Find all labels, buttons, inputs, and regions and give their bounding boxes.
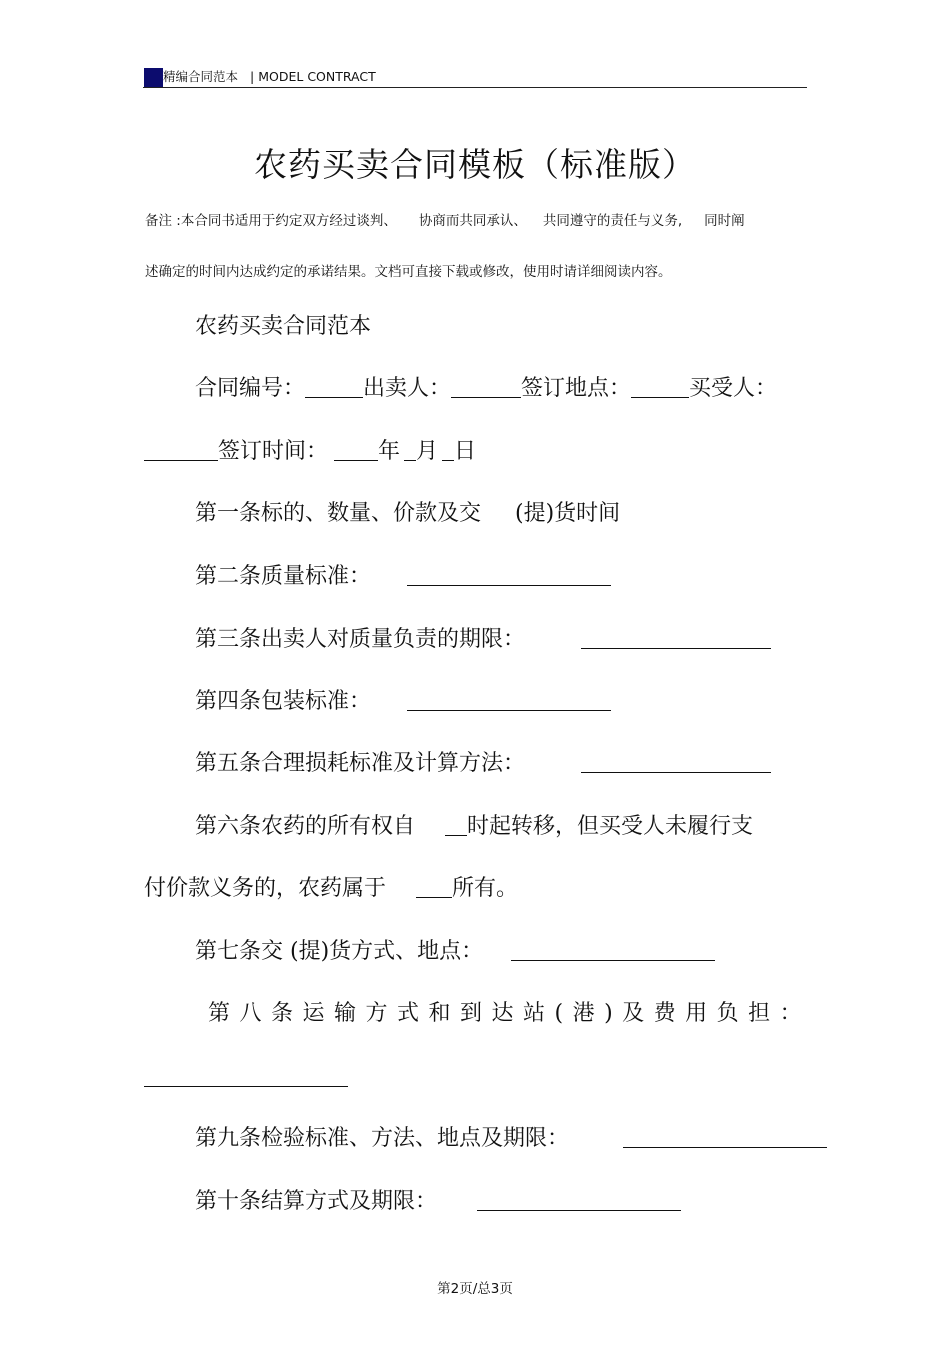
document-title: 农药买卖合同模板（标准版）: [254, 145, 696, 184]
article-1-text: (提)货时间: [515, 501, 621, 526]
note-line-1: [145, 209, 745, 229]
article-9-text: 第九条检验标准、方法、地点及期限：: [195, 1126, 570, 1151]
blank-settlement[interactable]: [477, 1190, 681, 1211]
blank-delivery-method[interactable]: [511, 940, 715, 961]
header-label: MODEL CONTRACT: [258, 69, 376, 84]
article-6-text: 第六条农药的所有权自: [195, 814, 416, 839]
article-6-text: 付价款义务的，农药属于: [144, 876, 387, 901]
header-brand: 精编合同范本: [163, 69, 239, 84]
blank-year[interactable]: [334, 440, 378, 461]
blank-inspection[interactable]: [623, 1127, 827, 1148]
label-sign-time: 签订时间：: [218, 439, 329, 464]
header-rule: [143, 87, 807, 88]
article-5: [195, 749, 771, 779]
blank-month[interactable]: [404, 440, 416, 461]
note-text: 共同遵守的责任与义务,: [542, 213, 683, 229]
blank-loss-standard[interactable]: [581, 752, 771, 773]
blank-owner[interactable]: [416, 877, 452, 898]
article-6-text: 时起转移，但买受人未履行支: [467, 814, 754, 839]
blank-transport[interactable]: [144, 1086, 348, 1087]
blank-packaging-standard[interactable]: [407, 690, 611, 711]
note-text: 协商而共同承认、: [418, 213, 527, 229]
article-3: [195, 625, 771, 655]
article-4: [195, 687, 611, 717]
article-4-text: 第四条包装标准：: [195, 689, 372, 714]
label-buyer: 买受人：: [689, 376, 778, 401]
article-3-text: 第三条出卖人对质量负责的期限：: [195, 627, 526, 652]
label-year: 年: [378, 439, 401, 464]
blank-quality-period[interactable]: [581, 628, 771, 649]
blank-quality-standard[interactable]: [407, 565, 611, 586]
header-separator: |: [250, 69, 255, 84]
contract-heading: 农药买卖合同范本: [195, 314, 372, 339]
article-7-text: 第七条交 (提)货方式、地点：: [195, 939, 484, 964]
article-2: [195, 562, 611, 592]
article-10: [195, 1187, 681, 1217]
label-contract-no: 合同编号：: [195, 376, 306, 401]
article-2-text: 第二条质量标准：: [195, 564, 372, 589]
contract-info-line-1: [195, 374, 777, 404]
label-sign-place: 签订地点：: [521, 376, 632, 401]
blank-sign-place[interactable]: [631, 377, 689, 398]
article-6-text: 所有。: [452, 876, 519, 901]
article-6-line-1: [195, 812, 753, 842]
article-1: [195, 499, 620, 529]
blank-buyer[interactable]: [144, 440, 218, 461]
note-text: 备注 :本合同书适用于约定双方经过谈判、: [145, 213, 397, 229]
blank-ownership-time[interactable]: [445, 815, 467, 836]
article-10-text: 第十条结算方式及期限：: [195, 1189, 438, 1214]
article-1-text: 第一条标的、数量、价款及交: [195, 501, 482, 526]
contract-info-line-2: [144, 437, 476, 467]
blank-day[interactable]: [442, 440, 454, 461]
blank-seller[interactable]: [451, 377, 521, 398]
page-number: 第2页/总3页: [437, 1281, 513, 1297]
label-month: 月: [416, 439, 439, 464]
blank-contract-no[interactable]: [305, 377, 363, 398]
header-text: [163, 67, 376, 85]
article-8: 第八条运输方式和到达站(港)及费用负担：: [208, 1001, 812, 1026]
article-5-text: 第五条合理损耗标准及计算方法：: [195, 751, 526, 776]
note-line-2: 述确定的时间内达成约定的承诺结果。文档可直接下载或修改，使用时请详细阅读内容。: [145, 264, 672, 280]
article-7: [195, 937, 715, 967]
note-text: 同时阐: [704, 213, 745, 229]
label-day: 日: [454, 439, 477, 464]
article-6-line-2: [144, 874, 518, 904]
page-header: [143, 66, 807, 88]
label-seller: 出卖人：: [363, 376, 452, 401]
brand-logo-square: [144, 68, 163, 87]
article-9: [195, 1124, 827, 1154]
